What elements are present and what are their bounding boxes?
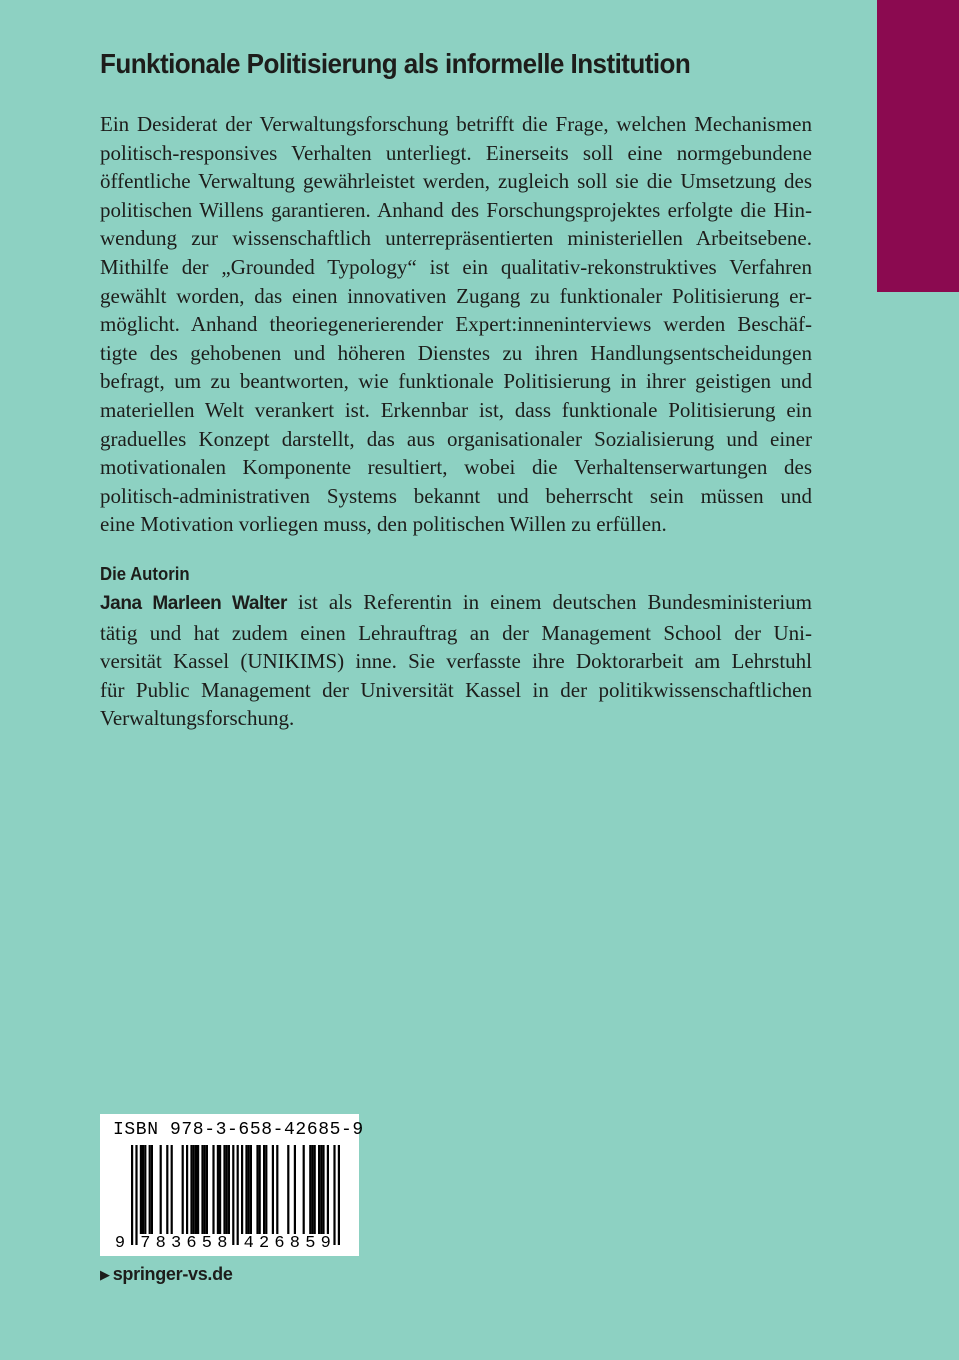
barcode-bar [197,1145,199,1234]
author-bio-line: tätig und hat zudem einen Lehrauftrag an der Management School der Uni- [100,620,812,645]
barcode-digit: 7 [140,1234,151,1253]
abstract-line: materiellen Welt verankert ist. Erkennbar ist, dass funktionale Politisierung ein [100,397,812,422]
barcode-bar [206,1145,208,1234]
author-section [100,560,812,733]
abstract-line: graduelles Konzept darstellt, das aus organisationaler Sozialisierung und einer [100,426,812,451]
barcode-bar [311,1145,313,1234]
abstract-line: eine Motivation vorliegen muss, den politischen Willen zu erfüllen. [100,512,667,537]
barcode-bar [212,1145,214,1234]
barcode-bar [338,1145,340,1245]
barcode-bar [142,1145,144,1234]
author-bio-line [100,588,812,619]
website-text: springer-vs.de [112,1264,233,1284]
barcode-bar [265,1145,267,1234]
barcode-bar [232,1145,234,1245]
barcode-bar [294,1145,296,1234]
barcode-bar [263,1145,265,1234]
barcode-bar [318,1145,320,1234]
barcode-bar [276,1145,278,1234]
barcode-bar [241,1145,243,1234]
abstract-line: befragt, um zu beantworten, wie funktionale Politisierung in ihrer geistigen und [100,369,812,394]
barcode-digit: 5 [201,1234,213,1253]
arrow-right-icon: ▶ [100,1267,110,1282]
abstract-line: politischen Willens garantieren. Anhand des Forschungsprojektes erfolgte die Hin- [100,197,812,222]
barcode-bar [186,1145,188,1234]
barcode-digit: 3 [170,1234,182,1253]
barcode-bar [144,1145,146,1234]
barcode-bar [303,1145,305,1234]
abstract-line: öffentliche Verwaltung gewährleistet werden, zugleich soll sie die Umsetzung des [100,169,812,194]
barcode-bar [322,1145,324,1234]
barcode-bar [250,1145,252,1234]
barcode-bar [171,1145,173,1234]
barcode-bar [140,1145,142,1234]
barcode-bar [149,1145,151,1234]
barcode-bar [219,1145,221,1234]
abstract-line: politisch-administrativen Systems bekannt und beherrscht sein müssen und [100,483,812,508]
barcode-bar [160,1145,162,1234]
author-bio-line: für Public Management der Universität Kassel in der politikwissenschaftlichen [100,677,812,702]
barcode-digit: 8 [217,1234,228,1253]
barcode-bar [228,1145,230,1234]
barcode-digit: 8 [289,1234,301,1253]
isbn-barcode [100,1114,364,1256]
barcode-bar [190,1145,192,1234]
barcode-digit: 6 [186,1234,197,1253]
barcode-graphic [100,1114,359,1256]
barcode-bar [248,1145,250,1234]
barcode-digit: 8 [155,1234,166,1253]
publisher-website[interactable] [100,1263,233,1287]
barcode-bar [223,1145,225,1234]
barcode-bar [309,1145,311,1234]
accent-bar [877,0,959,292]
author-heading: Die Autorin [100,564,190,584]
isbn-label: ISBN 978-3-658-42685-9 [113,1120,364,1140]
barcode-bar [237,1145,239,1245]
barcode-bar [320,1145,322,1234]
barcode-bar [333,1145,335,1245]
barcode-digit: 4 [243,1234,254,1253]
barcode-bar [256,1145,258,1234]
barcode-bar [135,1145,137,1245]
barcode-digit: 5 [305,1234,316,1253]
barcode-digit: 9 [320,1234,331,1253]
author-bio-line: Verwaltungsforschung. [100,706,295,731]
barcode-bar [204,1145,206,1234]
abstract-line: Mithilfe der „Grounded Typology“ ist ein qualitativ-rekonstruktives Verfahren [100,254,812,279]
author-name: Jana Marleen Walter [100,593,287,614]
abstract-line: gewählt worden, das einen innovativen Zugang zu funktionaler Politisierung er- [100,283,812,308]
abstract-line: wendung zur wissenschaftlich unterrepräsentierten ministeriellen Arbeitsebene. [100,226,812,251]
barcode-bar [166,1145,168,1234]
barcode-bar [226,1145,228,1234]
barcode-bar [327,1145,329,1234]
barcode-digit: 6 [274,1234,285,1253]
barcode-bar [195,1145,197,1234]
barcode-bar [314,1145,316,1234]
barcode-bar [131,1145,133,1245]
barcode-digit: 2 [258,1234,270,1253]
abstract-text [100,110,812,539]
abstract-line: möglicht. Anhand theoriegenerierender Expert:inneninterviews werden Beschäf- [100,312,812,337]
back-cover-title: Funktionale Politisierung als informelle Institution [100,48,691,79]
barcode-bar [182,1145,184,1234]
barcode-bar [259,1145,261,1234]
author-bio-text: ist als Referentin in einem deutschen Bundesministerium [286,590,812,614]
barcode-bar [287,1145,289,1234]
barcode-bar [201,1145,203,1234]
barcode-bar [245,1145,247,1234]
author-bio-line: versität Kassel (UNIKIMS) inne. Sie verfasste ihre Doktorarbeit am Lehrstuhl [100,649,812,674]
barcode-bar [151,1145,153,1234]
abstract-line: motivationalen Komponente resultiert, wobei die Verhaltenserwartungen des [100,455,812,480]
barcode-digit: 9 [114,1234,126,1253]
abstract-line: Ein Desiderat der Verwaltungsforschung betrifft die Frage, welchen Mechanismen [100,112,812,136]
abstract-line: tigte des gehobenen und höheren Dienstes zu ihren Handlungsentscheidungen [100,340,812,365]
barcode-bar [193,1145,195,1234]
barcode-bar [272,1145,274,1234]
abstract-line: politisch-responsives Verhalten unterliegt. Einerseits soll eine normgebundene [100,140,812,165]
barcode-bar [217,1145,219,1234]
